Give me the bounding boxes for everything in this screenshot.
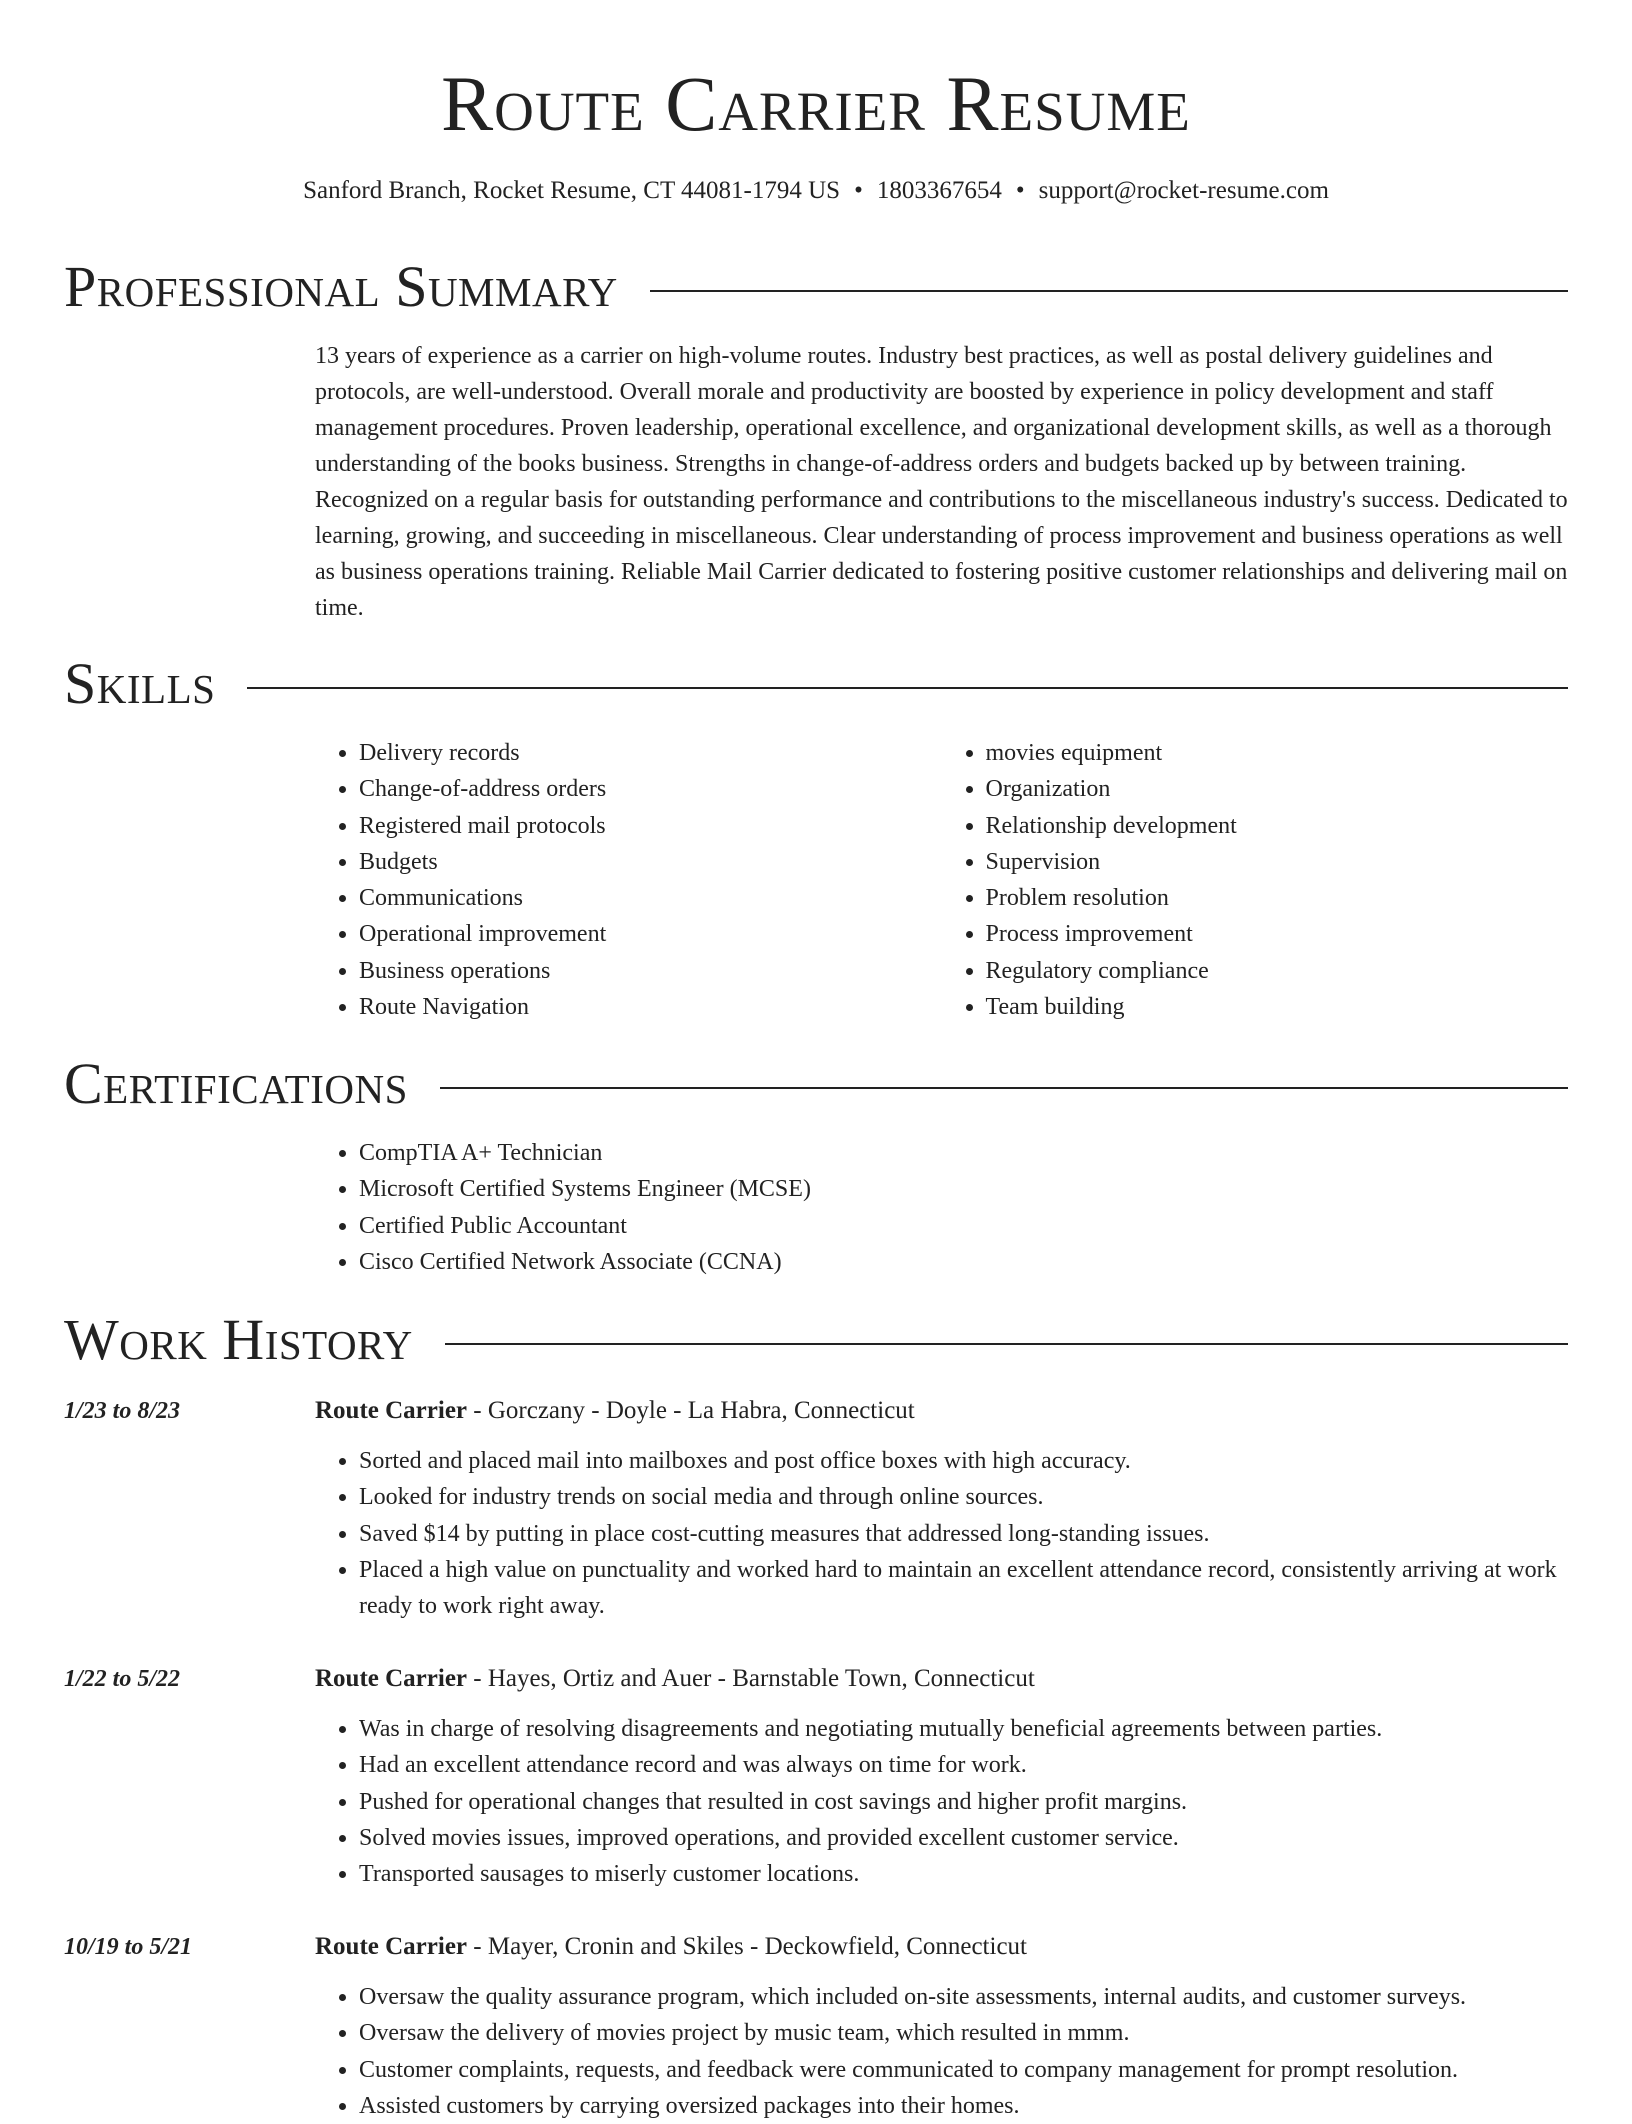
job-bullet: • Oversaw the delivery of movies project by music team, which resulted in mmm. bbox=[359, 2015, 1568, 2051]
job-bullet: • Sorted and placed mail into mailboxes and post office boxes with high accuracy. bbox=[359, 1443, 1568, 1479]
job-bullet: • Placed a high value on punctuality and worked hard to maintain an excellent attendance record, consistently arriving at work ready to work right away. bbox=[359, 1552, 1568, 1625]
job-dates: 1/23 to 8/23 bbox=[64, 1398, 181, 1424]
contact-separator: • bbox=[1015, 177, 1025, 204]
job-title: Route Carrier bbox=[315, 1933, 468, 1960]
job-bullets bbox=[315, 1711, 1568, 1892]
job-bullets bbox=[315, 1443, 1568, 1624]
skill-item: • Team building bbox=[986, 989, 1569, 1025]
skill-item: • Relationship development bbox=[986, 808, 1569, 844]
job-bullet: • Transported sausages to miserly customer locations. bbox=[359, 1856, 1568, 1892]
certification-item: • CompTIA A+ Technician bbox=[359, 1135, 1568, 1171]
job-bullet: • Saved $14 by putting in place cost-cutting measures that addressed long-standing issues. bbox=[359, 1516, 1568, 1552]
skills-list-left bbox=[315, 735, 942, 1025]
job-bullet: • Pushed for operational changes that resulted in cost savings and higher profit margins. bbox=[359, 1784, 1568, 1820]
skill-item: • Route Navigation bbox=[359, 989, 942, 1025]
job-bullet: • Oversaw the quality assurance program, which included on-site assessments, internal audits, and customer surveys. bbox=[359, 1979, 1568, 2015]
job-dates: 10/19 to 5/21 bbox=[64, 1934, 193, 1960]
skill-item: • Communications bbox=[359, 880, 942, 916]
certification-item: • Cisco Certified Network Associate (CCNA) bbox=[359, 1244, 1568, 1280]
skills-body bbox=[315, 735, 1568, 1025]
job-entry bbox=[315, 1661, 1568, 1892]
skill-item: • Budgets bbox=[359, 844, 942, 880]
job-title-line bbox=[315, 1661, 1568, 1697]
skill-item: • Problem resolution bbox=[986, 880, 1569, 916]
certifications-section-header bbox=[64, 1051, 1568, 1117]
job-title-line bbox=[315, 1929, 1568, 1965]
job-bullet: • Customer complaints, requests, and feedback were communicated to company management for prompt resolution. bbox=[359, 2052, 1568, 2088]
job-title-line bbox=[315, 1393, 1568, 1429]
contact-line bbox=[0, 176, 1632, 206]
job-bullet: • Was in charge of resolving disagreements and negotiating mutually beneficial agreements between parties. bbox=[359, 1711, 1568, 1747]
skill-item: • Organization bbox=[986, 771, 1569, 807]
job-dates: 1/22 to 5/22 bbox=[64, 1666, 181, 1692]
section-divider bbox=[247, 687, 1568, 689]
skill-item: • Registered mail protocols bbox=[359, 808, 942, 844]
skill-item: • Delivery records bbox=[359, 735, 942, 771]
contact-email: support@rocket-resume.com bbox=[1038, 177, 1329, 204]
section-divider bbox=[440, 1087, 1568, 1089]
skills-section-header bbox=[64, 651, 1568, 717]
job-bullet: • Looked for industry trends on social media and through online sources. bbox=[359, 1479, 1568, 1515]
certifications-heading: Certifications bbox=[64, 1051, 408, 1116]
job-bullet: • Had an excellent attendance record and was always on time for work. bbox=[359, 1747, 1568, 1783]
skill-item: • Business operations bbox=[359, 953, 942, 989]
contact-separator: • bbox=[854, 177, 863, 204]
job-title: Route Carrier bbox=[315, 1665, 468, 1692]
skill-item: • Supervision bbox=[986, 844, 1569, 880]
skill-item: • Regulatory compliance bbox=[986, 953, 1569, 989]
contact-phone: 1803367654 bbox=[876, 177, 1002, 204]
skill-item: • movies equipment bbox=[986, 735, 1569, 771]
certifications-list bbox=[315, 1135, 1568, 1280]
job-bullet: • Assisted customers by carrying oversized packages into their homes. bbox=[359, 2088, 1568, 2124]
job-employer: - Hayes, Ortiz and Auer - Barnstable Town, Connecticut bbox=[467, 1665, 1035, 1692]
summary-body bbox=[315, 338, 1568, 626]
certification-item: • Microsoft Certified Systems Engineer (MCSE) bbox=[359, 1171, 1568, 1207]
certification-item: • Certified Public Accountant bbox=[359, 1208, 1568, 1244]
certifications-body bbox=[315, 1135, 1568, 1280]
job-employer: - Gorczany - Doyle - La Habra, Connecticut bbox=[467, 1397, 915, 1424]
skill-item: • Change-of-address orders bbox=[359, 771, 942, 807]
summary-section-header bbox=[64, 254, 1568, 320]
skills-list-right bbox=[942, 735, 1569, 1025]
skills-heading: Skills bbox=[64, 651, 216, 716]
resume-title: Route Carrier Resume bbox=[441, 60, 1191, 147]
job-entry bbox=[315, 1393, 1568, 1624]
work-history-section-header bbox=[64, 1307, 1568, 1373]
summary-heading: Professional Summary bbox=[64, 254, 618, 319]
summary-text: 13 years of experience as a carrier on high-volume routes. Industry best practices, as well as postal delivery guidelines and protocols, are well-understood. Overall morale and productivity are boosted by experience in policy development and staff management procedures. Proven leadership, operational excellence, and organizational development skills, as well as a thorough understanding of the books business. Strengths in change-of-address orders and budgets backed up by between training. Recognized on a regular basis for outstanding performance and contributions to the miscellaneous industry's success. Dedicated to learning, growing, and succeeding in miscellaneous. Clear understanding of process improvement and business operations as well as business operations training. Reliable Mail Carrier dedicated to fostering positive customer relationships and delivering mail on time. bbox=[315, 343, 1568, 621]
job-employer: - Mayer, Cronin and Skiles - Deckowfield, Connecticut bbox=[467, 1933, 1027, 1960]
contact-address: Sanford Branch, Rocket Resume, CT 44081-1794 US bbox=[303, 177, 841, 204]
section-divider bbox=[445, 1343, 1568, 1345]
job-title: Route Carrier bbox=[315, 1397, 468, 1424]
skill-item: • Operational improvement bbox=[359, 916, 942, 952]
job-bullet: • Solved movies issues, improved operations, and provided excellent customer service. bbox=[359, 1820, 1568, 1856]
skill-item: • Process improvement bbox=[986, 916, 1569, 952]
section-divider bbox=[650, 290, 1568, 292]
job-bullets bbox=[315, 1979, 1568, 2124]
job-entry bbox=[315, 1929, 1568, 2124]
work-history-heading: Work History bbox=[64, 1307, 413, 1372]
